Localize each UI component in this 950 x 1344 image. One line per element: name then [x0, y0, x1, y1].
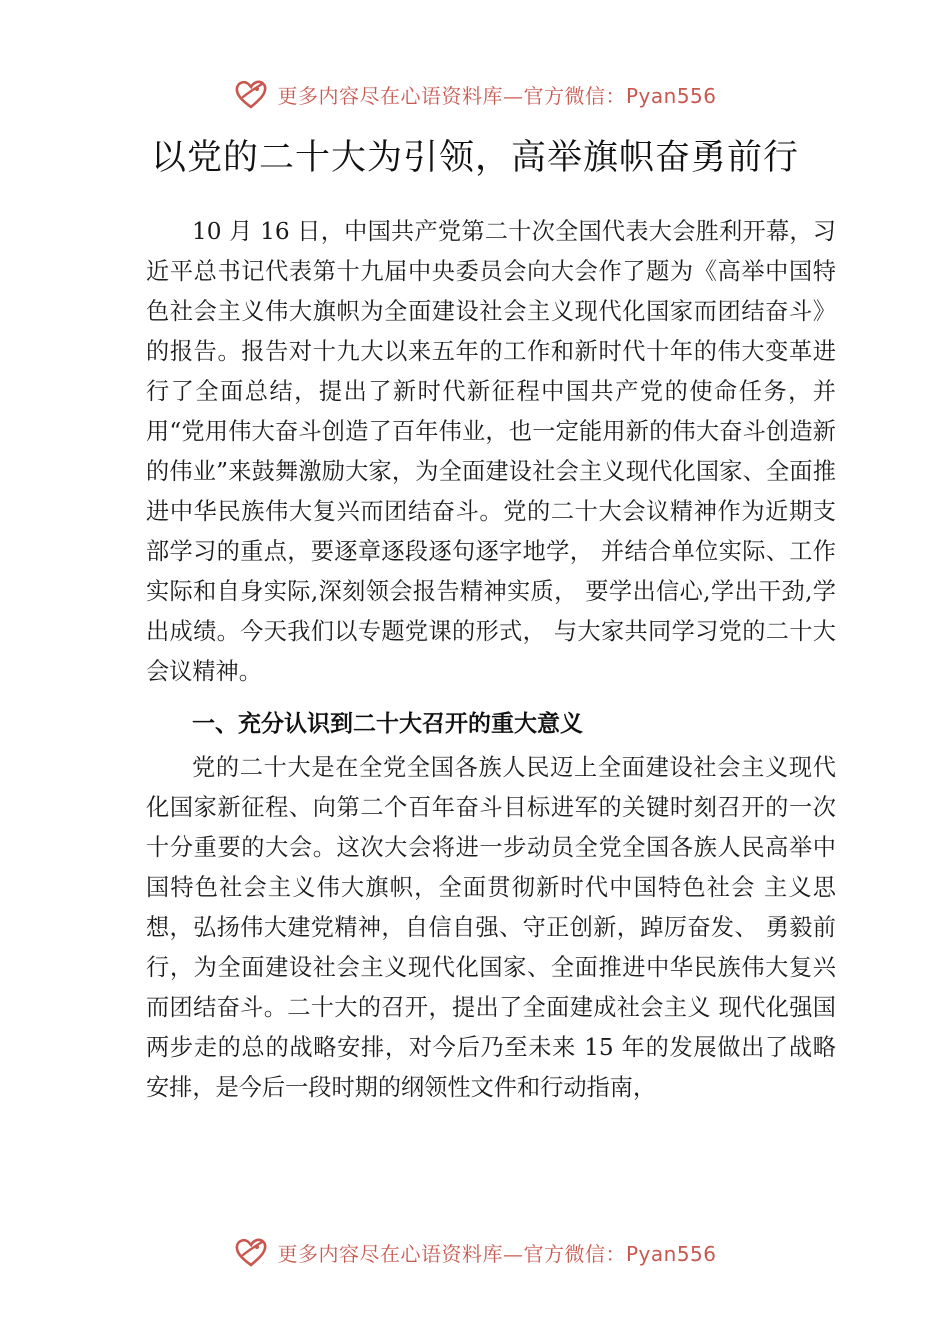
watermark-account: Pyan556: [625, 83, 717, 108]
watermark-text: 更多内容尽在心语资料库—官方微信：Pyan556: [277, 83, 717, 108]
heart-brush-logo-icon: [233, 1234, 269, 1270]
intro-paragraph: 10 月 16 日，中国共产党第二十次全国代表大会胜利开幕，习近平总书记代表第十九届中央委员会向大会作了题为《高举中国特色社会主义伟大旗帜为全面建设社会主义现代化国家而团结奋斗》的报告。报告对十九大以来五年的工作和新时代十年的伟大变革进行了全面总结，提出了新时代新征程中国共产党的使命任务，并用“党用伟大奋斗创造了百年伟业，也一定能用新的伟大奋斗创造新的伟业”来鼓舞激励大家，为全面建设社会主义现代化国家、全面推进中华民族伟大复兴而团结奋斗。党的二十大会议精神作为近期支部学习的重点，要逐章逐段逐句逐字地学， 并结合单位实际、工作实际和自身实际,深刻领会报告精神实质， 要学出信心,学出干劲,学出成绩。今天我们以专题党课的形式， 与大家共同学习党的二十大会议精神。: [146, 218, 836, 685]
document-body: [146, 212, 836, 1108]
heart-brush-logo-icon: [233, 76, 269, 112]
section-paragraph: 党的二十大是在全党全国各族人民迈上全面建设社会主义现代化国家新征程、向第二个百年奋斗目标进军的关键时刻召开的一次十分重要的大会。这次大会将进一步动员全党全国各族人民高举中国特色社会主义伟大旗帜，全面贯彻新时代中国特色社会 主义思想，弘扬伟大建党精神，自信自强、守正创新，踔厉奋发、 勇毅前行，为全面建设社会主义现代化国家、全面推进中华民族伟大复兴而团结奋斗。二十大的召开，提出了全面建成社会主义 现代化强国两步走的总的战略安排，对今后乃至未来 15 年的发展做出了战略安排，是今后一段时期的纲领性文件和行动指南，: [146, 754, 836, 1101]
watermark-text: 更多内容尽在心语资料库—官方微信：Pyan556: [277, 1241, 717, 1266]
footer-watermark: [0, 1232, 950, 1272]
section-heading: 一、充分认识到二十大召开的重大意义: [192, 711, 583, 737]
watermark-account: Pyan556: [625, 1241, 717, 1266]
document-title: 以党的二十大为引领，高举旗帜奋勇前行: [150, 138, 799, 178]
header-watermark: [0, 74, 950, 114]
